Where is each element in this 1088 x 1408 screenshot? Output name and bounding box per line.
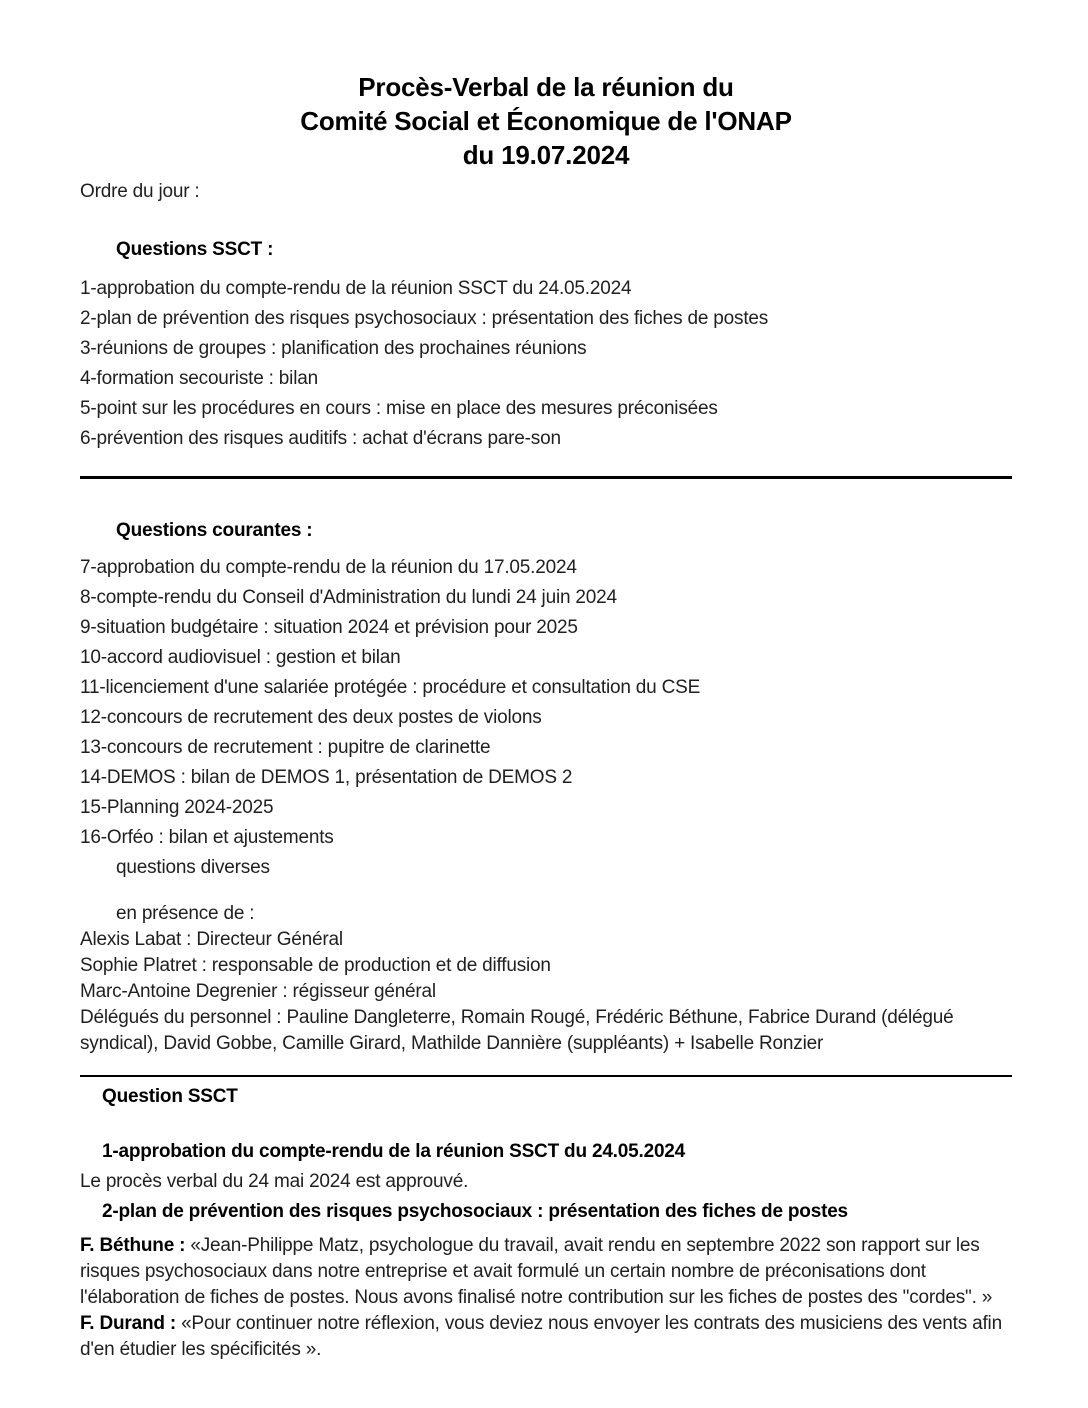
agenda-ssct-heading: Questions SSCT :	[116, 239, 274, 260]
agenda-courantes-list	[80, 553, 1012, 883]
agenda-item-11: 11-licenciement d'une salariée protégée : procédure et consultation du CSE	[80, 677, 701, 698]
agenda-item-14: 14-DEMOS : bilan de DEMOS 1, présentation de DEMOS 2	[80, 767, 573, 788]
page-title-line-1: Procès-Verbal de la réunion du	[358, 72, 734, 102]
agenda-item-12: 12-concours de recrutement des deux postes de violons	[80, 707, 542, 728]
section-divider-bottom	[80, 1075, 1012, 1077]
question-ssct-heading: Question SSCT	[102, 1086, 238, 1107]
page-title	[80, 70, 1012, 172]
agenda-item-13: 13-concours de recrutement : pupitre de clarinette	[80, 737, 491, 758]
page-title-line-3: du 19.07.2024	[462, 140, 630, 170]
item-1-heading: 1-approbation du compte-rendu de la réunion SSCT du 24.05.2024	[102, 1141, 686, 1162]
agenda-item-1: 1-approbation du compte-rendu de la réunion SSCT du 24.05.2024	[80, 278, 632, 299]
agenda-item-10: 10-accord audiovisuel : gestion et bilan	[80, 647, 401, 668]
agenda-item-2: 2-plan de prévention des risques psychosociaux : présentation des fiches de postes	[80, 308, 769, 329]
speaker-bethune: F. Béthune :	[80, 1235, 186, 1256]
agenda-courantes-heading: Questions courantes :	[116, 520, 313, 541]
section-divider-top	[80, 476, 1012, 479]
agenda-item-9: 9-situation budgétaire : situation 2024 et prévision pour 2025	[80, 617, 578, 638]
agenda-ssct-list	[80, 274, 1012, 454]
statement-bethune	[80, 1233, 1012, 1311]
ordre-du-jour-label: Ordre du jour :	[80, 181, 200, 202]
statement-bethune-text: «Jean-Philippe Matz, psychologue du travail, avait rendu en septembre 2022 son rapport sur les risques psychosociaux dans notre entreprise et avait formulé un certain nombre de préconisations dont l'élaboration de fiches de postes. Nous avons finalisé notre contribution sur les fiches de postes des "cordes". »	[80, 1235, 993, 1308]
attendance-line-production: Sophie Platret : responsable de production et de diffusion	[80, 955, 551, 976]
statement-durand-text: «Pour continuer notre réflexion, vous deviez nous envoyer les contrats des musiciens des vents afin d'en étudier les spécificités ».	[80, 1313, 1002, 1360]
item-1-resolution-text: Le procès verbal du 24 mai 2024 est approuvé.	[80, 1171, 469, 1192]
agenda-item-16: 16-Orféo : bilan et ajustements	[80, 827, 334, 848]
agenda-item-4: 4-formation secouriste : bilan	[80, 368, 318, 389]
agenda-item-6: 6-prévention des risques auditifs : achat d'écrans pare-son	[80, 428, 561, 449]
attendance-list	[80, 927, 1012, 1057]
agenda-item-3: 3-réunions de groupes : planification des prochaines réunions	[80, 338, 587, 359]
attendance-line-delegues: Délégués du personnel : Pauline Dangleterre, Romain Rougé, Frédéric Béthune, Fabrice Durand (délégué syndical), David Gobbe, Camille Girard, Mathilde Dannière (suppléants) + Isabelle Ronzier	[80, 1007, 954, 1054]
page-title-line-2: Comité Social et Économique de l'ONAP	[300, 106, 792, 136]
attendance-heading: en présence de :	[116, 903, 255, 924]
attendance-line-regisseur: Marc-Antoine Degrenier : régisseur général	[80, 981, 436, 1002]
agenda-item-7: 7-approbation du compte-rendu de la réunion du 17.05.2024	[80, 557, 577, 578]
statement-durand	[80, 1311, 1012, 1363]
agenda-item-15: 15-Planning 2024-2025	[80, 797, 274, 818]
agenda-item-5: 5-point sur les procédures en cours : mise en place des mesures préconisées	[80, 398, 718, 419]
speaker-durand: F. Durand :	[80, 1313, 176, 1334]
attendance-line-director: Alexis Labat : Directeur Général	[80, 929, 343, 950]
agenda-item-questions-diverses: questions diverses	[116, 857, 270, 878]
item-2-heading: 2-plan de prévention des risques psychosociaux : présentation des fiches de postes	[102, 1201, 848, 1222]
agenda-item-8: 8-compte-rendu du Conseil d'Administration du lundi 24 juin 2024	[80, 587, 617, 608]
